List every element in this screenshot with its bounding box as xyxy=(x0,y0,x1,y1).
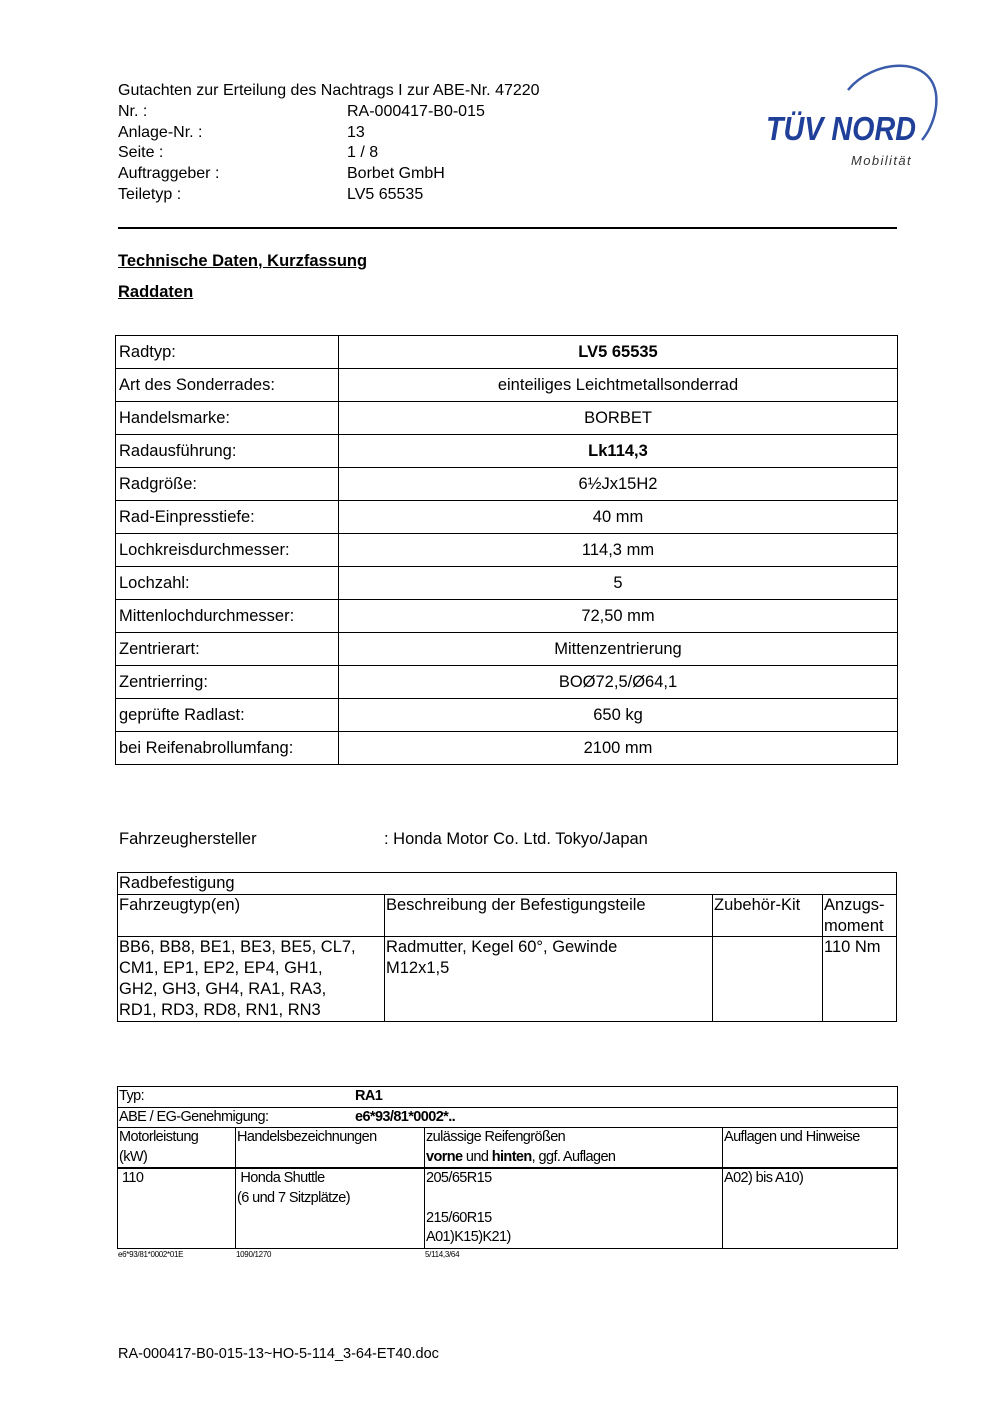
report-header xyxy=(118,81,540,206)
approval-detail-row xyxy=(118,1250,460,1259)
type-value: RA1 xyxy=(355,1088,383,1104)
engine-power: 110 xyxy=(118,1168,236,1248)
trade-names: Honda Shuttle (6 und 7 Sitzplätze) xyxy=(236,1168,425,1248)
row-value: Lk114,3 xyxy=(339,435,898,468)
manufacturer-value: : Honda Motor Co. Ltd. Tokyo/Japan xyxy=(384,830,648,848)
col-header-trade: Handelsbezeichnungen xyxy=(236,1128,425,1169)
table-row xyxy=(116,336,898,369)
col-header: Zubehör-Kit xyxy=(713,894,823,937)
table-row xyxy=(116,666,898,699)
row-label: Lochkreisdurchmesser: xyxy=(116,534,339,567)
logo-sub: Mobilität xyxy=(850,153,912,168)
subsection-heading: Raddaten xyxy=(118,283,194,301)
table-row xyxy=(116,699,898,732)
section-heading: Technische Daten, Kurzfassung xyxy=(118,252,368,270)
approval-label: ABE / EG-Genehmigung: xyxy=(119,1108,269,1125)
approval-row xyxy=(118,1107,898,1128)
table-header-row xyxy=(118,1128,898,1169)
wheel-data-table xyxy=(115,335,898,765)
row-value: 40 mm xyxy=(339,501,898,534)
mounting-title: Radbefestigung xyxy=(118,873,897,895)
table-row xyxy=(116,534,898,567)
row-value: Mittenzentrierung xyxy=(339,633,898,666)
header-field: Auftraggeber : Borbet GmbH xyxy=(118,165,445,183)
row-label: Radtyp: xyxy=(116,336,339,369)
tuv-nord-logo xyxy=(760,58,945,176)
col-header: Fahrzeugtyp(en) xyxy=(118,894,385,937)
col-header-notes: Auflagen und Hinweise xyxy=(723,1128,898,1169)
table-row xyxy=(118,1168,898,1248)
row-label: Art des Sonderrades: xyxy=(116,369,339,402)
tyre-sizes: 205/65R15 215/60R15 A01)K15)K21) xyxy=(425,1168,723,1248)
row-label: Zentrierart: xyxy=(116,633,339,666)
row-value: 114,3 mm xyxy=(339,534,898,567)
row-value: BORBET xyxy=(339,402,898,435)
table-row xyxy=(116,402,898,435)
notes: A02) bis A10) xyxy=(723,1168,898,1248)
fastener-description: Radmutter, Kegel 60°, Gewinde M12x1,5 xyxy=(385,937,713,1021)
approval-number: e6*93/81*0002*01E xyxy=(118,1250,184,1259)
header-field: Nr. : RA-000417-B0-015 xyxy=(118,102,485,120)
header-field: Teiletyp : LV5 65535 xyxy=(118,185,424,203)
document-filename: RA-000417-B0-015-13~HO-5-114_3-64-ET40.doc xyxy=(118,1346,439,1362)
row-label: geprüfte Radlast: xyxy=(116,699,339,732)
weight-values: 1090/1270 xyxy=(236,1250,272,1259)
approval-value: e6*93/81*0002*.. xyxy=(355,1108,456,1125)
header-field: Seite : 1 / 8 xyxy=(118,144,379,162)
row-label: Radgröße: xyxy=(116,468,339,501)
row-label: bei Reifenabrollumfang: xyxy=(116,732,339,765)
row-value: 5 xyxy=(339,567,898,600)
col-header-tyres: zulässige Reifengrößen vorne und hinten, ggf. Auflagen xyxy=(425,1128,723,1169)
vehicle-type-table xyxy=(117,1086,898,1249)
type-row xyxy=(118,1087,898,1108)
table-row xyxy=(116,633,898,666)
mounting-table xyxy=(117,872,897,1022)
col-header: Beschreibung der Befestigungsteile xyxy=(385,894,713,937)
table-row xyxy=(118,937,897,1021)
logo-brand: TÜV NORD xyxy=(766,110,916,147)
row-value: BOØ72,5/Ø64,1 xyxy=(339,666,898,699)
header-field: Anlage-Nr. : 13 xyxy=(118,123,365,141)
col-header-power: Motorleistung (kW) xyxy=(118,1128,236,1169)
row-value: LV5 65535 xyxy=(339,336,898,369)
row-label: Rad-Einpresstiefe: xyxy=(116,501,339,534)
row-label: Handelsmarke: xyxy=(116,402,339,435)
col-header: Anzugs-moment xyxy=(823,894,897,937)
table-row xyxy=(116,600,898,633)
type-label: Typ: xyxy=(119,1088,144,1104)
bolt-pattern: 5/114,3/64 xyxy=(425,1250,460,1259)
table-row xyxy=(116,435,898,468)
row-value: 72,50 mm xyxy=(339,600,898,633)
row-value: 6½Jx15H2 xyxy=(339,468,898,501)
table-row xyxy=(116,468,898,501)
row-value: 2100 mm xyxy=(339,732,898,765)
approval-cell xyxy=(118,1107,898,1128)
table-header-row xyxy=(118,894,897,937)
vehicle-types: BB6, BB8, BE1, BE3, BE5, CL7, CM1, EP1, EP2, EP4, GH1, GH2, GH3, GH4, RA1, RA3, RD1, RD3, RD8, RN1, RN3 xyxy=(118,937,385,1021)
row-label: Zentrierring: xyxy=(116,666,339,699)
table-row xyxy=(116,567,898,600)
manufacturer-line xyxy=(119,830,648,849)
manufacturer-label: Fahrzeughersteller xyxy=(119,830,257,848)
torque-value: 110 Nm xyxy=(823,937,897,1021)
type-cell xyxy=(118,1087,898,1108)
row-label: Lochzahl: xyxy=(116,567,339,600)
report-title: Gutachten zur Erteilung des Nachtrags I zur ABE-Nr. 47220 xyxy=(118,82,540,99)
row-value: einteiliges Leichtmetallsonderrad xyxy=(339,369,898,402)
row-value: 650 kg xyxy=(339,699,898,732)
accessory-kit xyxy=(713,937,823,1021)
row-label: Mittenlochdurchmesser: xyxy=(116,600,339,633)
row-label: Radausführung: xyxy=(116,435,339,468)
table-row xyxy=(116,732,898,765)
table-title-row xyxy=(118,873,897,895)
header-divider xyxy=(118,227,897,229)
table-row xyxy=(116,369,898,402)
table-row xyxy=(116,501,898,534)
